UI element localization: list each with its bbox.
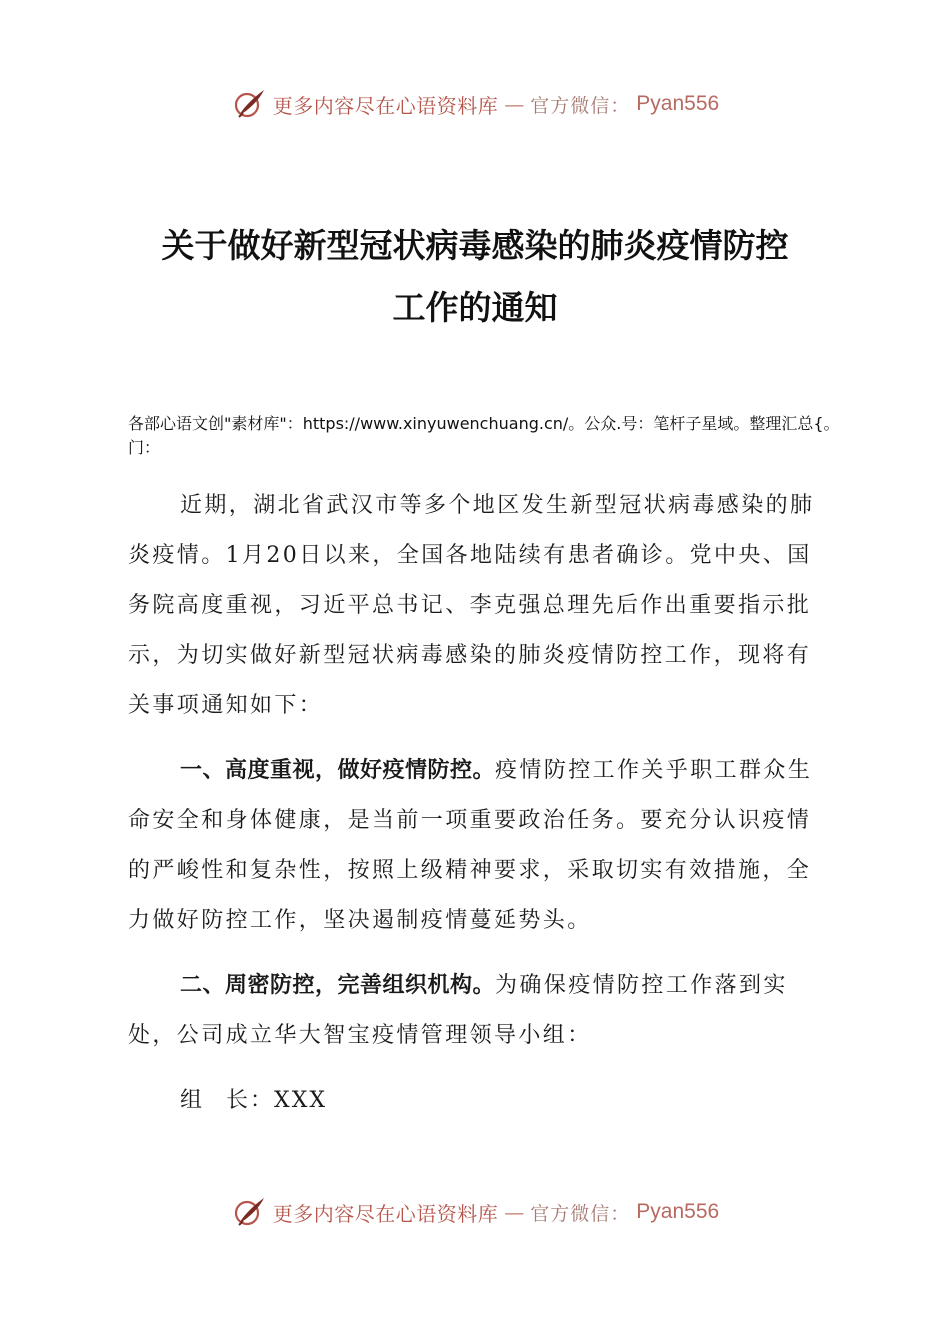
banner-text: 更多内容尽在心语资料库 [272,1201,499,1226]
document-title-line-1: 关于做好新型冠状病毒感染的肺炎疫情防控 [161,226,789,265]
document-title-line-2: 工作的通知 [392,288,558,327]
section-two-paragraph [128,961,832,1061]
intro-paragraph: 近期，湖北省武汉市等多个地区发生新型冠状病毒感染的肺炎疫情。1月20日以来，全国各地陆续有患者确诊。党中央、国务院高度重视，习近平总书记、李克强总理先后作出重要指示批示，为切实做好新型冠状病毒感染的肺炎疫情防控工作，现将有关事项通知如下： [128,493,815,718]
banner-wechat-id: Pyan556 [636,1200,720,1223]
header-banner [0,82,950,126]
banner-wechat-label: 官方微信： [530,94,631,117]
quill-pen-icon [231,1194,267,1230]
quill-pen-icon [231,86,267,122]
leader-label-part-1: 组 [180,1088,205,1113]
section-two-heading: 二、周密防控，完善组织机构。 [180,973,496,998]
section-one-paragraph [128,746,832,946]
leader-name: XXX [274,1088,328,1113]
banner-text: 更多内容尽在心语资料库 [272,93,499,118]
banner-separator: — [504,1200,525,1224]
source-note: 各部心语文创"素材库"：https://www.xinyuwenchuang.cn/。公众.号：笔杆子星域。整理汇总{。门： [128,414,840,457]
section-one-body: 疫情防控工作关乎职工群众生命安全和身体健康，是当前一项重要政治任务。要充分认识疫情的严峻性和复杂性，按照上级精神要求，采取切实有效措施，全力做好防控工作，坚决遏制疫情蔓延势头。 [128,758,813,933]
section-two-body: 为确保疫情防控工作落到实处，公司成立华大智宝疫情管理领导小组： [128,973,788,1048]
banner-separator: — [504,92,525,116]
team-leader-line [180,1076,327,1126]
footer-banner [0,1190,950,1234]
leader-label-part-2: 长： [226,1088,275,1113]
banner-wechat-label: 官方微信： [530,1202,631,1225]
banner-wechat-id: Pyan556 [636,92,720,115]
section-one-heading: 一、高度重视，做好疫情防控。 [180,758,496,783]
